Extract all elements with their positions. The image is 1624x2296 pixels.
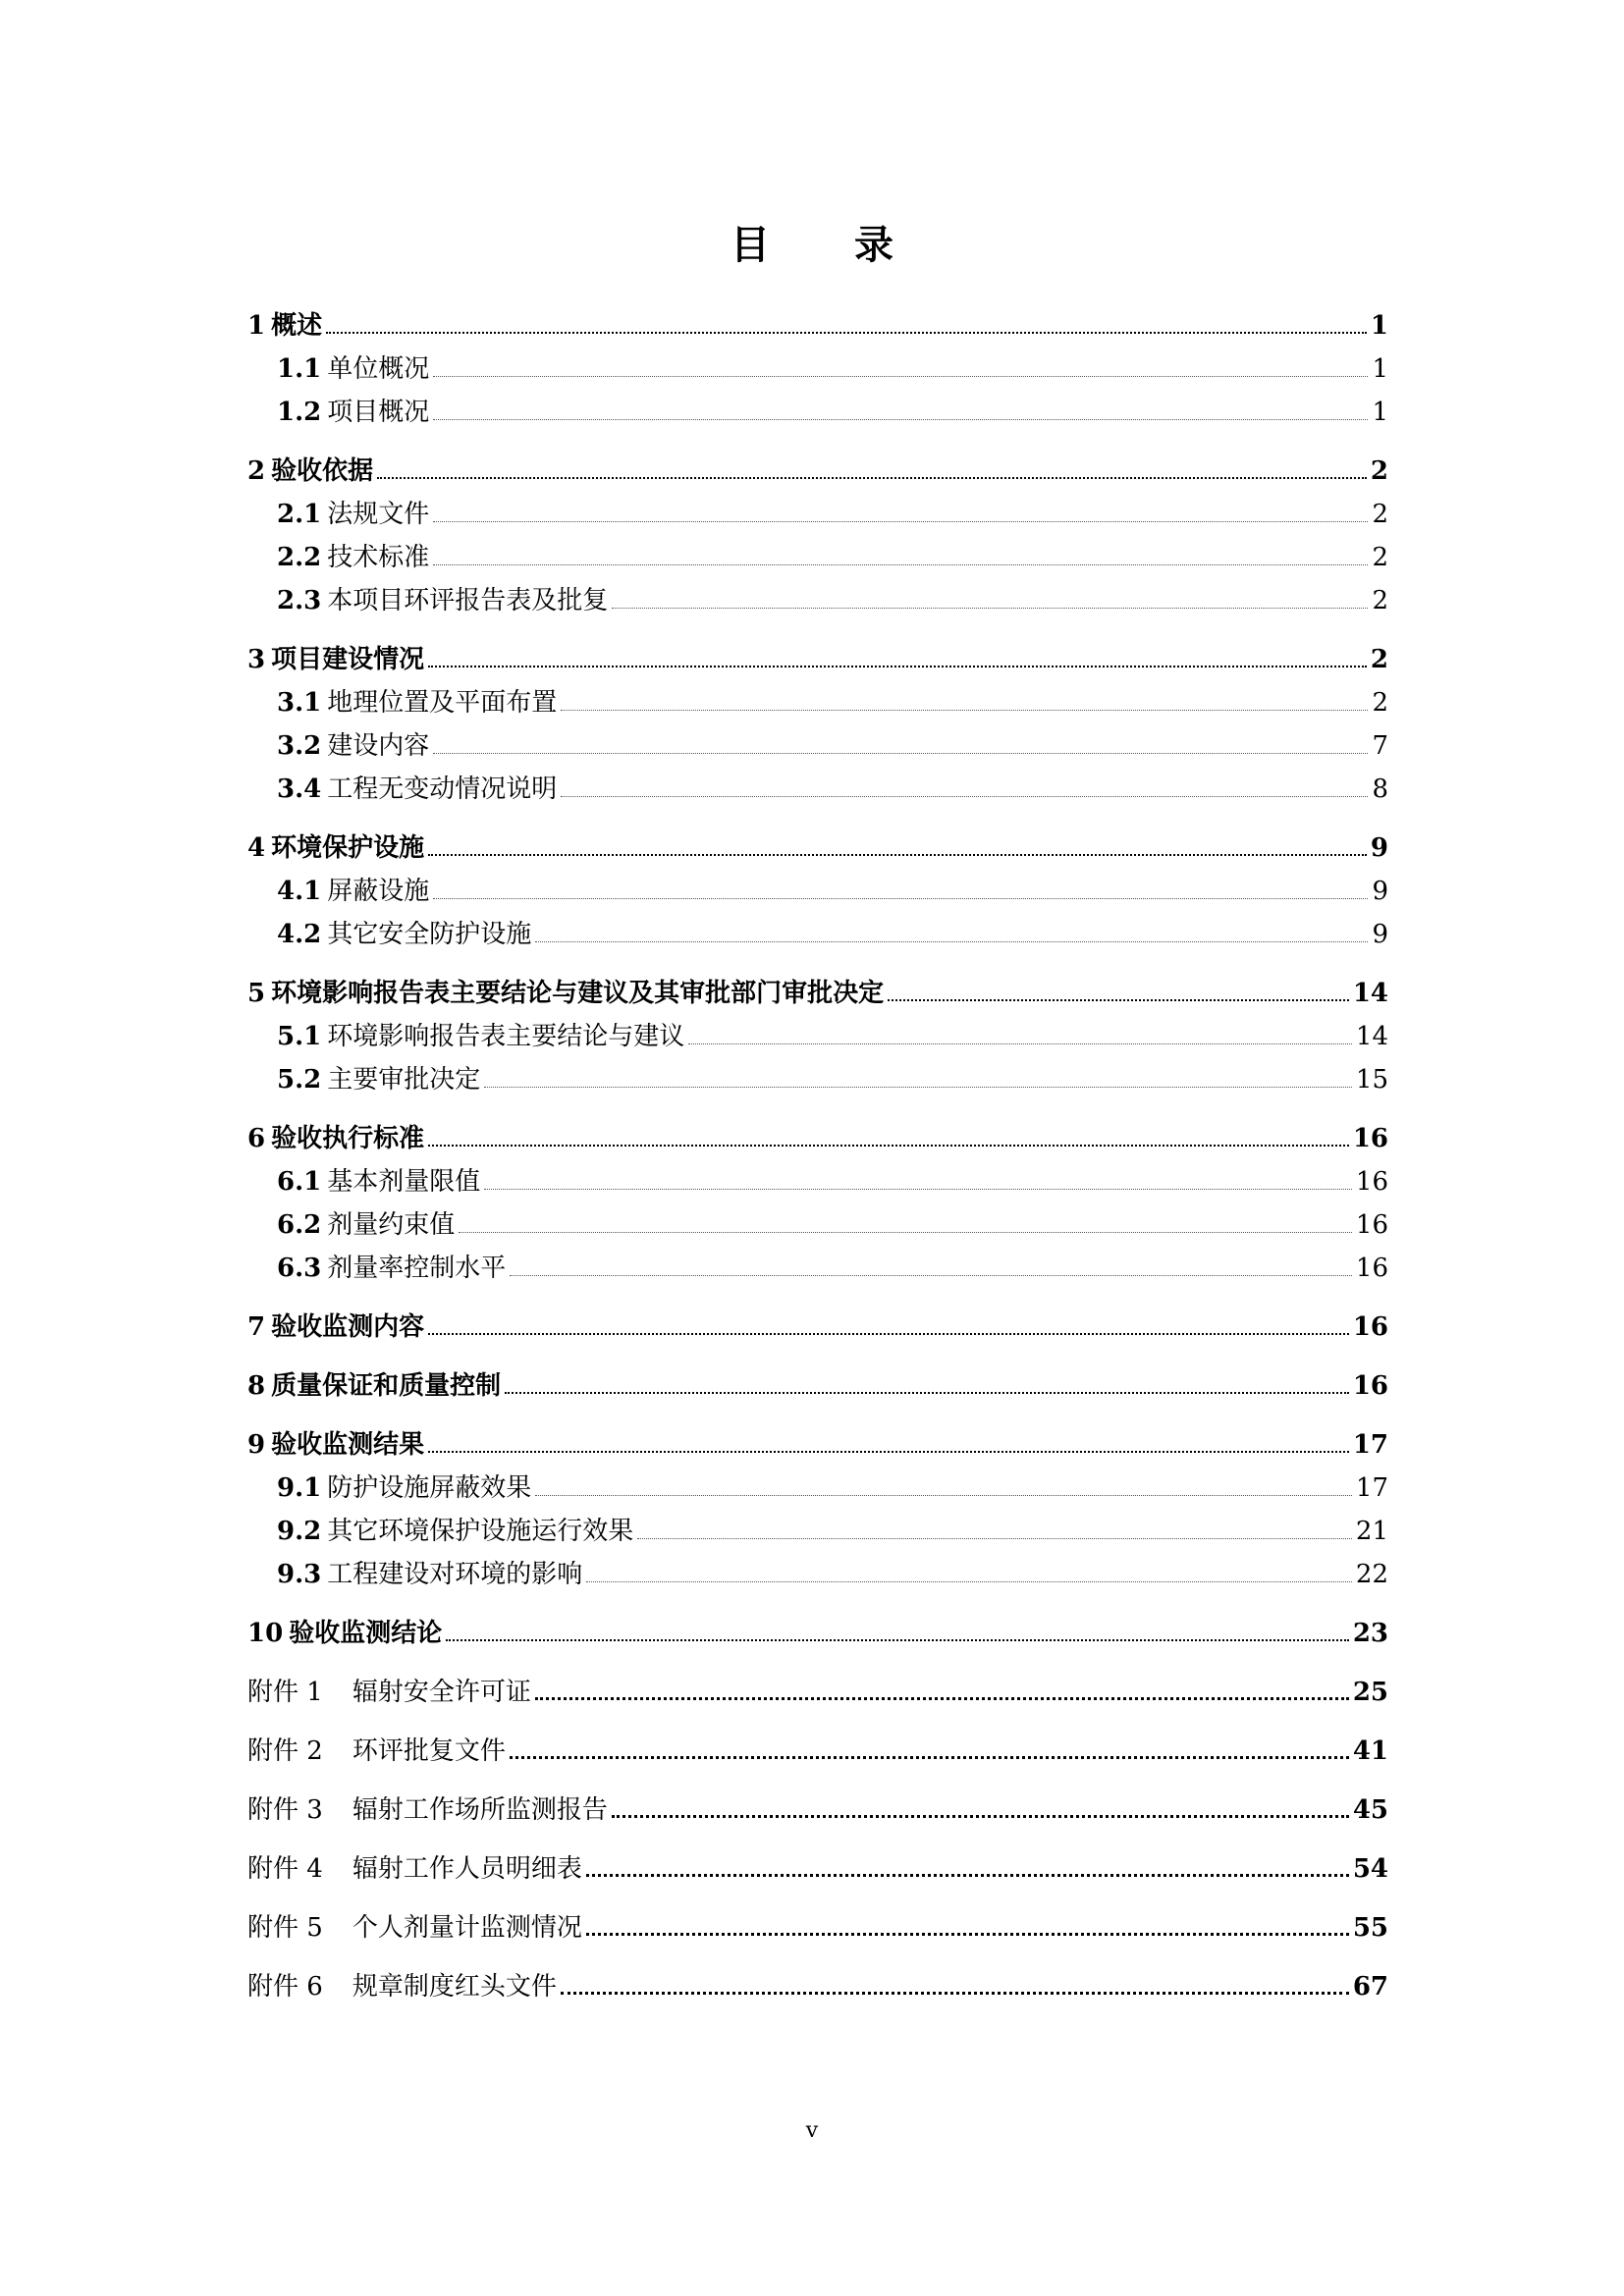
toc-entry[interactable] bbox=[247, 536, 1388, 579]
toc-entry[interactable] bbox=[247, 827, 1388, 870]
toc-entry[interactable] bbox=[247, 1306, 1388, 1349]
toc-entry[interactable] bbox=[247, 1510, 1388, 1553]
toc-entry-page: 1 bbox=[1372, 354, 1388, 384]
toc-entry-number: 2.2 bbox=[277, 543, 322, 572]
toc-entry-label: 其它环境保护设施运行效果 bbox=[327, 1517, 634, 1546]
toc-entry[interactable] bbox=[247, 1906, 1388, 1949]
toc-entry-label: 规章制度红头文件 bbox=[352, 1972, 557, 2002]
toc-entry-number: 6.1 bbox=[277, 1167, 322, 1197]
toc-entry-number: 2.1 bbox=[277, 500, 322, 529]
toc-entry-label: 验收监测结论 bbox=[289, 1619, 443, 1648]
toc-entry-page: 2 bbox=[1370, 645, 1388, 674]
toc-entry-label: 基本剂量限值 bbox=[327, 1167, 481, 1197]
toc-entry-number: 10 bbox=[247, 1619, 284, 1648]
toc-entry-number: 9.3 bbox=[277, 1560, 322, 1589]
toc-entry-label: 工程建设对环境的影响 bbox=[327, 1560, 583, 1589]
toc-entry-number: 4 bbox=[247, 833, 266, 863]
toc-entry-label: 屏蔽设施 bbox=[327, 877, 430, 906]
toc-entry[interactable] bbox=[247, 1160, 1388, 1203]
toc-entry-label: 建设内容 bbox=[327, 731, 430, 761]
toc-entry[interactable] bbox=[247, 1553, 1388, 1596]
toc-entry-number: 3.2 bbox=[277, 731, 322, 761]
dot-leader bbox=[428, 1333, 1349, 1335]
toc-entry-label: 验收监测结果 bbox=[271, 1430, 425, 1460]
toc-entry[interactable] bbox=[247, 450, 1388, 493]
toc-entry-number: 1 bbox=[247, 311, 266, 341]
dot-leader bbox=[612, 1815, 1349, 1818]
toc-entry-label: 辐射工作场所监测报告 bbox=[352, 1795, 608, 1825]
toc-entry-page: 17 bbox=[1355, 1473, 1388, 1503]
toc-entry-number: 5.2 bbox=[277, 1065, 322, 1095]
toc-entry-number: 9.2 bbox=[277, 1517, 322, 1546]
toc-entry-page: 16 bbox=[1352, 1371, 1388, 1401]
toc-entry-number: 附件 1 bbox=[247, 1678, 323, 1707]
toc-entry[interactable] bbox=[247, 1247, 1388, 1290]
dot-leader bbox=[484, 1189, 1352, 1190]
toc-entry-label: 验收执行标准 bbox=[271, 1124, 425, 1153]
toc-entry-page: 16 bbox=[1352, 1312, 1388, 1342]
toc-entry-page: 22 bbox=[1355, 1560, 1388, 1589]
toc-entry-page: 17 bbox=[1352, 1430, 1388, 1460]
dot-leader bbox=[688, 1043, 1352, 1044]
dot-leader bbox=[561, 710, 1368, 711]
toc-entry-label: 剂量率控制水平 bbox=[327, 1254, 507, 1283]
toc-entry[interactable] bbox=[247, 768, 1388, 811]
toc-entry-label: 防护设施屏蔽效果 bbox=[327, 1473, 532, 1503]
toc-entry-number: 附件 4 bbox=[247, 1854, 323, 1884]
toc-entry-label: 验收依据 bbox=[271, 456, 374, 486]
dot-leader bbox=[586, 1933, 1349, 1936]
toc-entry-number: 3 bbox=[247, 645, 266, 674]
toc-entry-page: 67 bbox=[1352, 1972, 1388, 2002]
toc-entry-page: 15 bbox=[1355, 1065, 1388, 1095]
toc-entry[interactable] bbox=[247, 1965, 1388, 2008]
toc-entry-label: 技术标准 bbox=[327, 543, 430, 572]
dot-leader bbox=[535, 1495, 1352, 1496]
toc-entry[interactable] bbox=[247, 1789, 1388, 1832]
dot-leader bbox=[377, 477, 1367, 479]
toc-entry-label: 个人剂量计监测情况 bbox=[352, 1913, 582, 1943]
toc-entry[interactable] bbox=[247, 1847, 1388, 1891]
toc-entry[interactable] bbox=[247, 1015, 1388, 1058]
toc-entry-label: 其它安全防护设施 bbox=[327, 920, 532, 949]
dot-leader bbox=[459, 1232, 1352, 1233]
toc-entry-page: 2 bbox=[1370, 456, 1388, 486]
toc-entry-number: 5.1 bbox=[277, 1022, 322, 1051]
dot-leader bbox=[637, 1538, 1352, 1539]
dot-leader bbox=[433, 898, 1368, 899]
dot-leader bbox=[535, 1697, 1349, 1700]
toc-entry[interactable] bbox=[247, 1117, 1388, 1160]
toc-entry[interactable] bbox=[247, 870, 1388, 913]
toc-entry-page: 1 bbox=[1372, 398, 1388, 427]
toc-entry-number: 5 bbox=[247, 979, 266, 1008]
toc-entry[interactable] bbox=[247, 304, 1388, 347]
toc-entry-page: 7 bbox=[1372, 731, 1388, 761]
toc-entry-number: 7 bbox=[247, 1312, 266, 1342]
dot-leader bbox=[446, 1639, 1349, 1641]
toc-entry-label: 剂量约束值 bbox=[327, 1210, 456, 1240]
toc-entry-number: 附件 3 bbox=[247, 1795, 323, 1825]
toc-entry[interactable] bbox=[247, 972, 1388, 1015]
toc-entry-page: 23 bbox=[1352, 1619, 1388, 1648]
toc-entry-label: 单位概况 bbox=[327, 354, 430, 384]
toc-entry-number: 6.2 bbox=[277, 1210, 322, 1240]
dot-leader bbox=[888, 999, 1349, 1001]
toc-entry-page: 16 bbox=[1355, 1167, 1388, 1197]
toc-entry-number: 3.1 bbox=[277, 688, 322, 718]
toc-entry-number: 附件 5 bbox=[247, 1913, 323, 1943]
dot-leader bbox=[586, 1581, 1352, 1582]
toc-entry-label: 验收监测内容 bbox=[271, 1312, 425, 1342]
toc-entry-page: 8 bbox=[1372, 774, 1388, 804]
dot-leader bbox=[510, 1275, 1352, 1276]
toc-entry-number: 4.2 bbox=[277, 920, 322, 949]
toc-entry-label: 环评批复文件 bbox=[352, 1736, 506, 1766]
toc-entry[interactable] bbox=[247, 724, 1388, 768]
toc-entry[interactable] bbox=[247, 1423, 1388, 1467]
toc-entry-label: 主要审批决定 bbox=[327, 1065, 481, 1095]
toc-entry-number: 6.3 bbox=[277, 1254, 322, 1283]
toc-entry-label: 工程无变动情况说明 bbox=[327, 774, 558, 804]
toc-entry[interactable] bbox=[247, 681, 1388, 724]
dot-leader bbox=[561, 796, 1368, 797]
dot-leader bbox=[433, 419, 1368, 420]
toc-entry-label: 辐射安全许可证 bbox=[352, 1678, 531, 1707]
toc-entry-number: 6 bbox=[247, 1124, 266, 1153]
toc-entry-page: 9 bbox=[1372, 920, 1388, 949]
toc-entry-number: 1.1 bbox=[277, 354, 322, 384]
dot-leader bbox=[586, 1874, 1349, 1877]
toc-entry-label: 质量保证和质量控制 bbox=[271, 1371, 502, 1401]
dot-leader bbox=[428, 666, 1367, 667]
dot-leader bbox=[428, 1451, 1349, 1453]
toc-entry-page: 2 bbox=[1372, 586, 1388, 615]
toc-entry-label: 项目建设情况 bbox=[271, 645, 425, 674]
toc-entry-label: 环境影响报告表主要结论与建议 bbox=[327, 1022, 685, 1051]
toc-entry-page: 41 bbox=[1352, 1736, 1388, 1766]
toc-entry[interactable] bbox=[247, 1203, 1388, 1247]
toc-entry-number: 9 bbox=[247, 1430, 266, 1460]
toc-entry-label: 法规文件 bbox=[327, 500, 430, 529]
dot-leader bbox=[428, 1145, 1349, 1147]
toc-entry-number: 3.4 bbox=[277, 774, 322, 804]
dot-leader bbox=[433, 376, 1368, 377]
dot-leader bbox=[510, 1756, 1349, 1759]
toc-entry-label: 本项目环评报告表及批复 bbox=[327, 586, 609, 615]
dot-leader bbox=[535, 941, 1368, 942]
toc-entry[interactable] bbox=[247, 1467, 1388, 1510]
toc-entry-label: 环境影响报告表主要结论与建议及其审批部门审批决定 bbox=[271, 979, 885, 1008]
table-of-contents bbox=[247, 304, 1388, 2008]
toc-entry[interactable] bbox=[247, 347, 1388, 391]
dot-leader bbox=[428, 854, 1367, 856]
toc-entry-page: 55 bbox=[1352, 1913, 1388, 1943]
toc-entry-label: 辐射工作人员明细表 bbox=[352, 1854, 582, 1884]
toc-entry[interactable] bbox=[247, 579, 1388, 622]
dot-leader bbox=[505, 1392, 1349, 1394]
toc-entry[interactable] bbox=[247, 1671, 1388, 1714]
toc-entry[interactable] bbox=[247, 1612, 1388, 1655]
toc-entry-number: 8 bbox=[247, 1371, 266, 1401]
dot-leader bbox=[433, 521, 1368, 522]
toc-entry-page: 9 bbox=[1370, 833, 1388, 863]
toc-entry[interactable] bbox=[247, 913, 1388, 956]
page-title: 目 录 bbox=[731, 222, 929, 268]
toc-entry[interactable] bbox=[247, 1058, 1388, 1101]
toc-entry-number: 附件 2 bbox=[247, 1736, 323, 1766]
dot-leader bbox=[612, 608, 1368, 609]
dot-leader bbox=[484, 1087, 1352, 1088]
toc-entry[interactable] bbox=[247, 1730, 1388, 1773]
toc-entry-page: 14 bbox=[1352, 979, 1388, 1008]
toc-entry-page: 2 bbox=[1372, 688, 1388, 718]
toc-entry-page: 45 bbox=[1352, 1795, 1388, 1825]
toc-entry-page: 9 bbox=[1372, 877, 1388, 906]
toc-entry-page: 21 bbox=[1355, 1517, 1388, 1546]
toc-entry[interactable] bbox=[247, 638, 1388, 681]
toc-entry-page: 1 bbox=[1370, 311, 1388, 341]
toc-entry-number: 附件 6 bbox=[247, 1972, 323, 2002]
dot-leader bbox=[326, 332, 1367, 334]
toc-entry-page: 25 bbox=[1352, 1678, 1388, 1707]
toc-entry-number: 9.1 bbox=[277, 1473, 322, 1503]
toc-entry-label: 概述 bbox=[271, 311, 323, 341]
toc-entry-number: 2.3 bbox=[277, 586, 322, 615]
dot-leader bbox=[561, 1992, 1349, 1995]
dot-leader bbox=[433, 564, 1368, 565]
toc-entry-page: 54 bbox=[1352, 1854, 1388, 1884]
toc-entry[interactable] bbox=[247, 391, 1388, 434]
toc-entry[interactable] bbox=[247, 493, 1388, 536]
toc-entry-label: 地理位置及平面布置 bbox=[327, 688, 558, 718]
toc-entry-number: 2 bbox=[247, 456, 266, 486]
toc-entry-label: 环境保护设施 bbox=[271, 833, 425, 863]
dot-leader bbox=[433, 753, 1368, 754]
toc-entry-page: 14 bbox=[1355, 1022, 1388, 1051]
toc-entry-page: 16 bbox=[1355, 1210, 1388, 1240]
toc-entry-number: 4.1 bbox=[277, 877, 322, 906]
toc-entry-page: 16 bbox=[1352, 1124, 1388, 1153]
toc-entry-page: 16 bbox=[1355, 1254, 1388, 1283]
toc-entry-page: 2 bbox=[1372, 500, 1388, 529]
toc-entry-number: 1.2 bbox=[277, 398, 322, 427]
toc-entry[interactable] bbox=[247, 1364, 1388, 1408]
toc-entry-label: 项目概况 bbox=[327, 398, 430, 427]
page-number: v bbox=[805, 2118, 819, 2143]
toc-entry-page: 2 bbox=[1372, 543, 1388, 572]
